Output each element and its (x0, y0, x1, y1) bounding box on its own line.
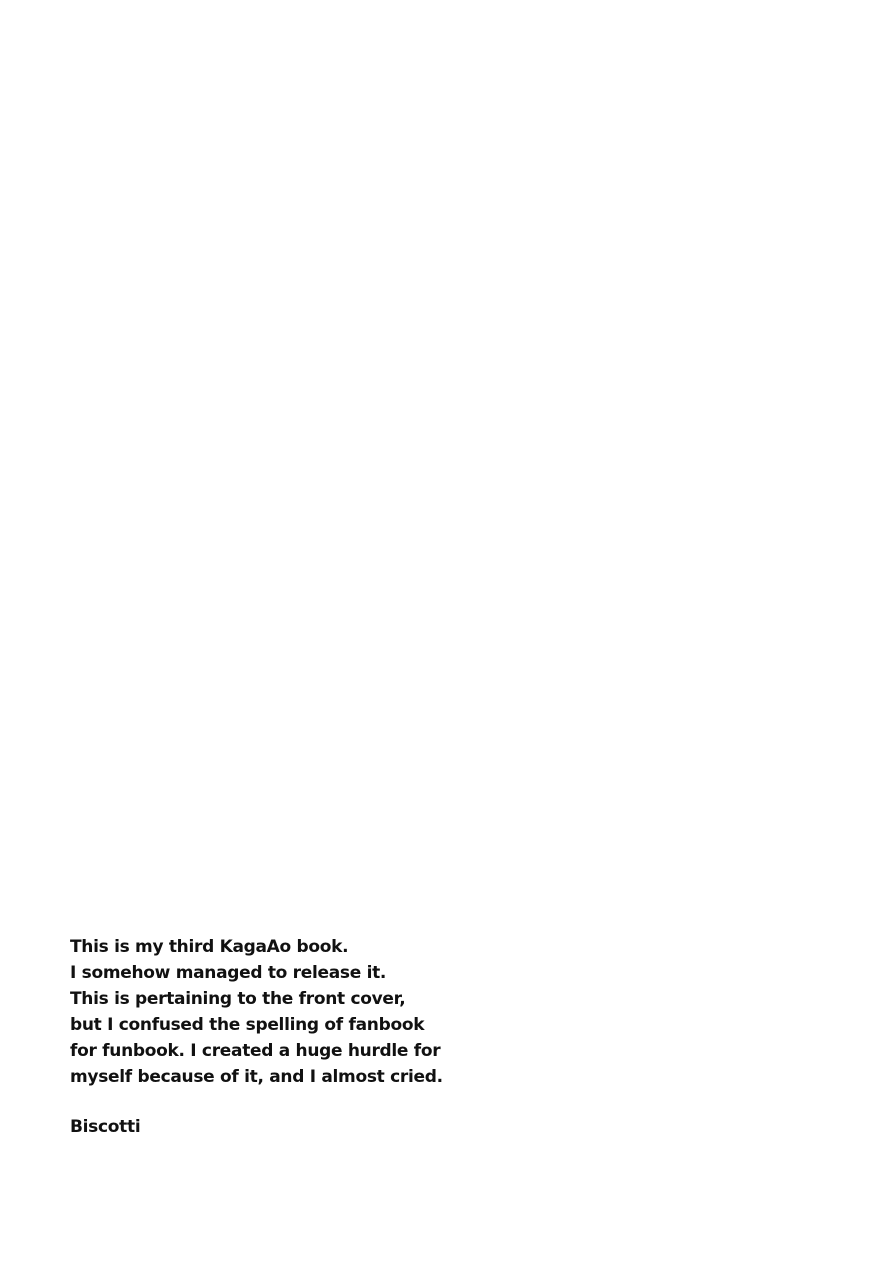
afterword-line: myself because of it, and I almost cried. (70, 1067, 443, 1087)
afterword-line: for funbook. I created a huge hurdle for (70, 1041, 441, 1061)
afterword-line: I somehow managed to release it. (70, 963, 387, 983)
author-signature: Biscotti (70, 1117, 141, 1137)
afterword-line: This is my third KagaAo book. (70, 937, 349, 957)
afterword-text (70, 934, 490, 1090)
afterword-line: This is pertaining to the front cover, (70, 989, 406, 1009)
afterword-line: but I confused the spelling of fanbook (70, 1015, 425, 1035)
